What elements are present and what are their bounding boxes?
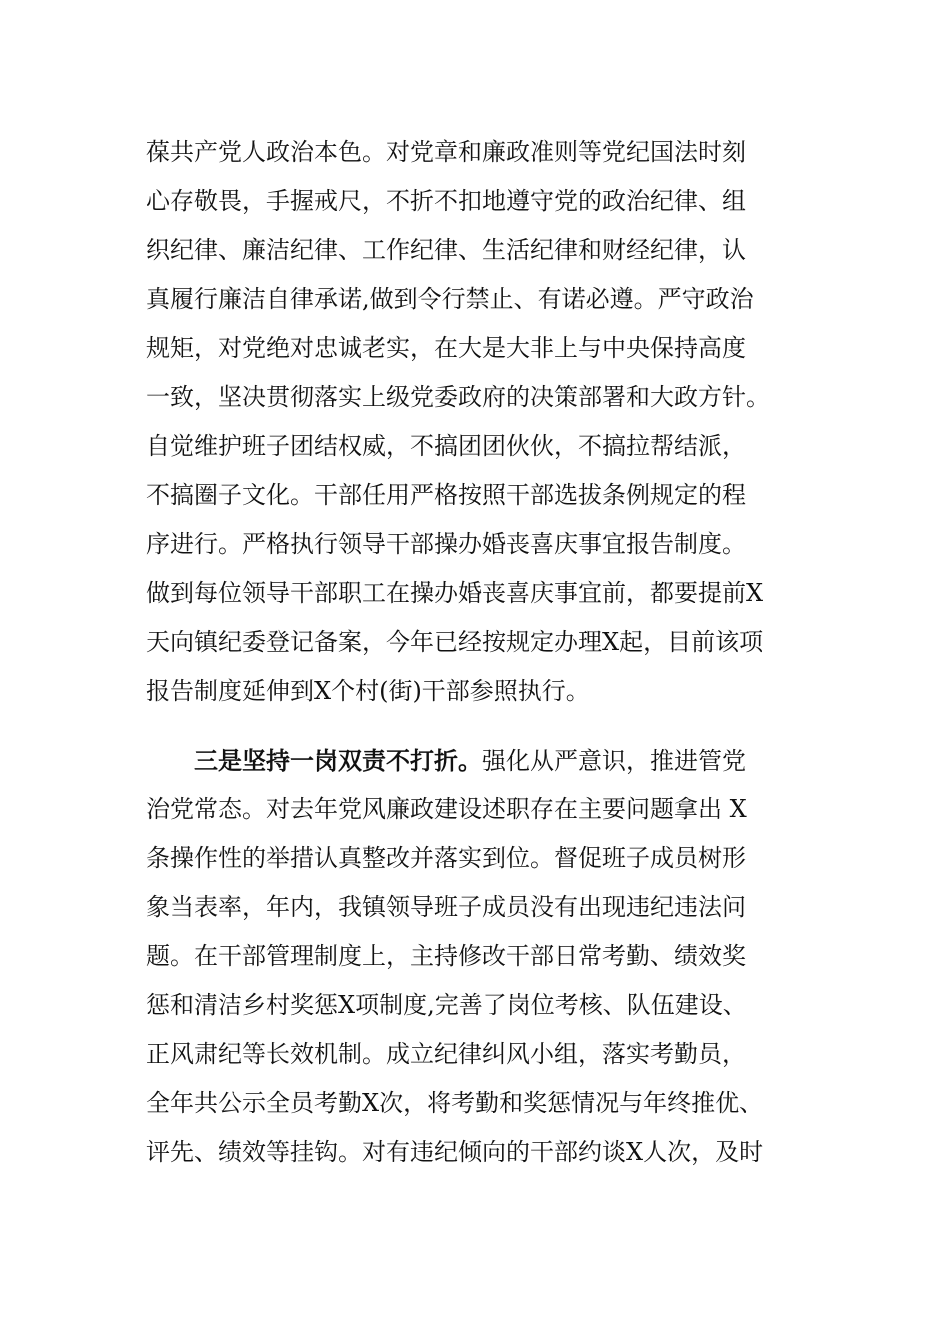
paragraph-line: 葆共产党人政治本色。对党章和廉政准则等党纪国法时刻 (146, 138, 746, 166)
paragraph-line: 正风肃纪等长效机制。成立纪律纠风小组，落实考勤员， (146, 1040, 746, 1068)
paragraph-line: 一致，坚决贯彻落实上级党委政府的决策部署和大政方针。 (146, 383, 770, 411)
paragraph-1 (146, 128, 808, 716)
paragraph-line: 评先、绩效等挂钩。对有违纪倾向的干部约谈X人次，及时 (146, 1138, 764, 1166)
paragraph-line: 全年共公示全员考勤X次，将考勤和奖惩情况与年终推优、 (146, 1089, 764, 1117)
paragraph-line: 题。在干部管理制度上，主持修改干部日常考勤、绩效奖 (146, 942, 746, 970)
paragraph-line: 规矩，对党绝对忠诚老实，在大是大非上与中央保持高度 (146, 334, 746, 362)
paragraph-line: 做到每位领导干部职工在操办婚丧喜庆事宜前，都要提前X (146, 579, 764, 607)
paragraph-line: 天向镇纪委登记备案，今年已经按规定办理X起，目前该项 (146, 628, 764, 656)
paragraph-line: 不搞圈子文化。干部任用严格按照干部选拔条例规定的程 (146, 481, 746, 509)
paragraph-2 (146, 736, 808, 1177)
section-heading: 三是坚持一岗双责不打折。 (194, 746, 482, 775)
paragraph-first-line (146, 736, 808, 785)
paragraph-line: 心存敬畏，手握戒尺，不折不扣地遵守党的政治纪律、组 (146, 187, 746, 215)
paragraph-line: 象当表率，年内，我镇领导班子成员没有出现违纪违法问 (146, 893, 746, 921)
paragraph-line: 条操作性的举措认真整改并落实到位。督促班子成员树形 (146, 844, 746, 872)
paragraph-lead-text: 强化从严意识，推进管党 (482, 747, 746, 775)
paragraph-line: 报告制度延伸到X个村(街)干部参照执行。 (146, 677, 590, 705)
paragraph-line: 治党常态。对去年党风廉政建设述职存在主要问题拿出 X (146, 795, 747, 823)
paragraph-line: 自觉维护班子团结权威，不搞团团伙伙，不搞拉帮结派， (146, 432, 746, 460)
paragraph-line: 真履行廉洁自律承诺,做到令行禁止、有诺必遵。严守政治 (146, 285, 754, 313)
paragraph-line: 惩和清洁乡村奖惩X项制度,完善了岗位考核、队伍建设、 (146, 991, 747, 1019)
paragraph-line: 织纪律、廉洁纪律、工作纪律、生活纪律和财经纪律，认 (146, 236, 746, 264)
paragraph-line: 序进行。严格执行领导干部操办婚丧喜庆事宜报告制度。 (146, 530, 746, 558)
